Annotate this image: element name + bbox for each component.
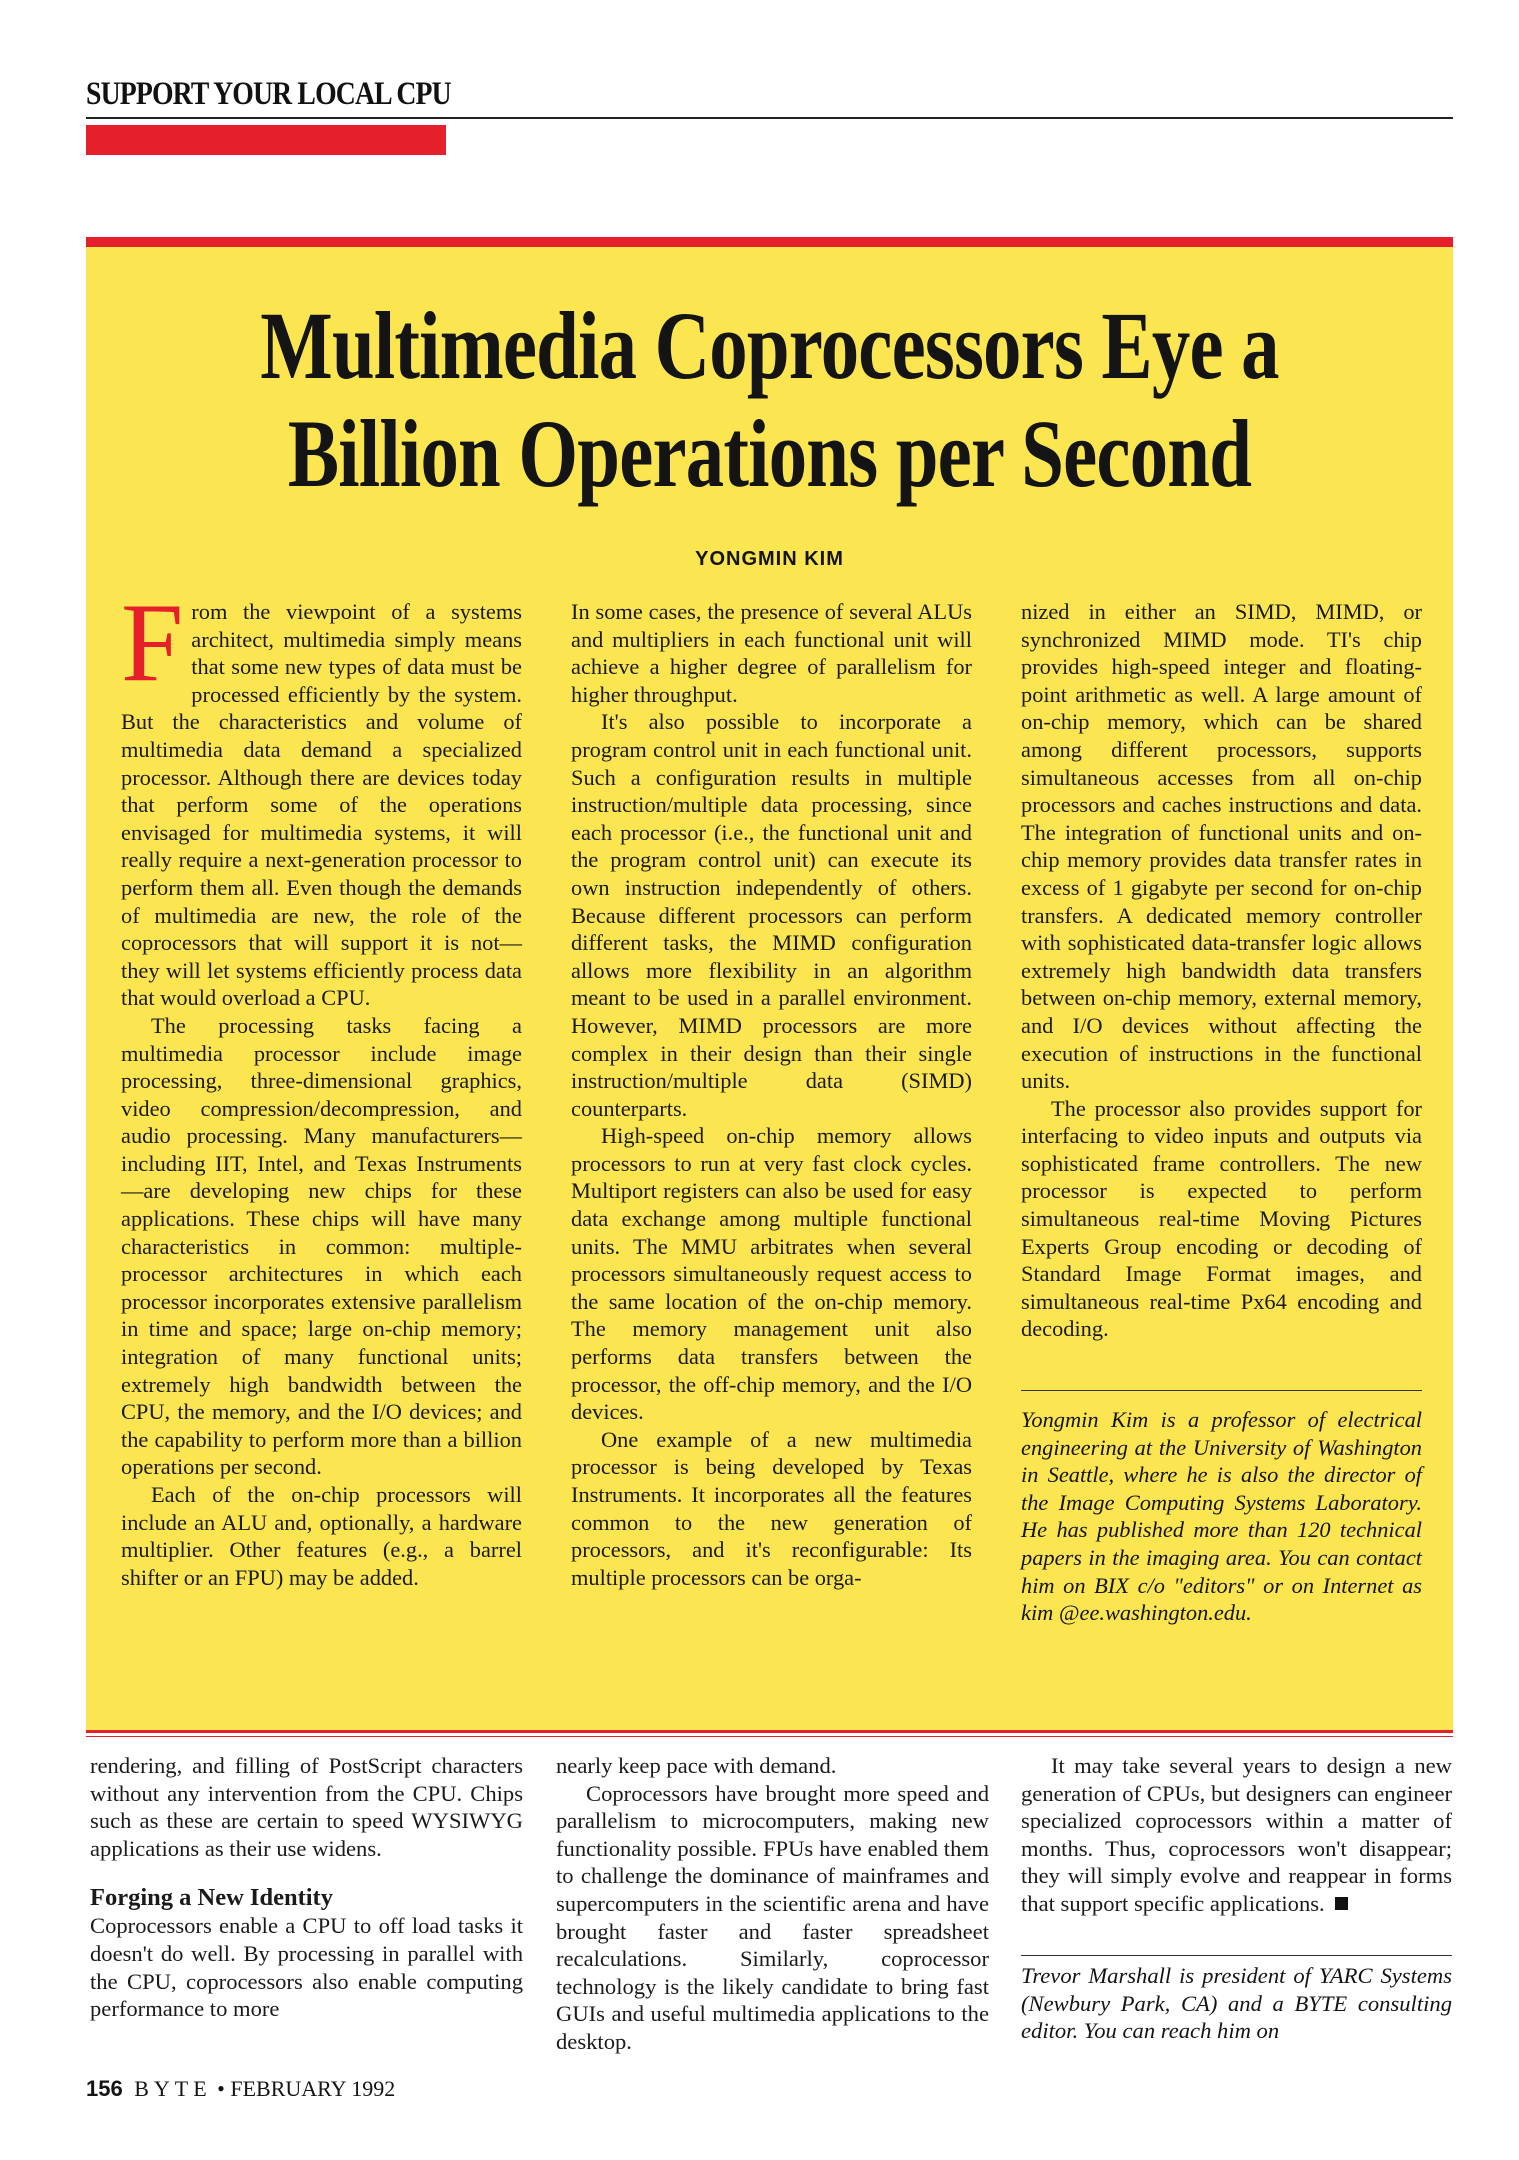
author-bio: Yongmin Kim is a professor of electrical engineering at the University of Washington in Seattle, where he is also the director of the Image Computing Systems Laboratory. He has published more than 120 technical papers in the imaging area. You can contact him on BIX c/o "editors" or on Internet as kim @ee.washington.edu. [1021, 1407, 1422, 1626]
paragraph: nized in either an SIMD, MIMD, or synchronized MIMD mode. TI's chip provides high-speed integer and floating-point arithmetic as well. A large amount of on-chip memory, which can be shared among different processors, supports simultaneous accesses from all on-chip processors and caches instructions and data. The integration of functional units and on-chip memory provides data transfer rates in excess of 1 gigabyte per second for on-chip transfers. A dedicated memory controller with sophisticated data-transfer logic allows extremely high bandwidth data transfers between on-chip memory, external memory, and I/O devices without affecting the execution of instructions in the functional units. [1021, 599, 1422, 1094]
paragraph: Coprocessors have brought more speed and parallelism to microcomputers, making new functionality possible. FPUs have enabled them to challenge the dominance of mainframes and supercomputers in the scientific arena and have brought faster and faster spreadsheet recalculations. Similarly, coprocessor technology is the likely candidate to bring fast GUIs and useful multimedia applications to the desktop. [556, 1780, 989, 2054]
byline: YONGMIN KIM [695, 548, 844, 570]
article-column-2 [556, 1752, 989, 2056]
paragraph: Coprocessors enable a CPU to off load tasks it doesn't do well. By processing in parallel with the CPU, coprocessors also enable computing performance to more [90, 1913, 523, 2022]
sidebar-bottom-rule-thin [86, 1736, 1453, 1737]
page-footer [86, 2076, 395, 2102]
paragraph: It may take several years to design a new generation of CPUs, but designers can engineer specialized coprocessors within a matter of months. Thus, coprocessors won't disappear; they will simply evolve and reappear in forms that support specific applications. [1021, 1753, 1452, 1916]
header-rule [86, 117, 1453, 119]
paragraph: nearly keep pace with demand. [556, 1753, 837, 1778]
paragraph: In some cases, the presence of several ALUs and multipliers in each functional unit will achieve a higher degree of parallelism for higher throughput. [571, 599, 972, 707]
sidebar-column-2 [571, 598, 972, 1591]
article-column-1 [90, 1752, 523, 2023]
bio-rule [1021, 1955, 1452, 1956]
magazine-name: BYTE [134, 2076, 212, 2101]
paragraph: High-speed on-chip memory allows processors to run at very fast clock cycles. Multiport registers can also be used for easy data exchange among multiple functional units. The MMU arbitrates when several processors simultaneously request access to the same location of the on-chip memory. The memory management unit also performs data transfers between the processor, the off-chip memory, and the I/O devices. [571, 1123, 972, 1425]
page-number: 156 [86, 2076, 123, 2101]
sidebar-headline [86, 292, 1453, 508]
bio-rule [1021, 1390, 1422, 1391]
section-title: SUPPORT YOUR LOCAL CPU [86, 76, 451, 112]
sidebar-bottom-rule [86, 1730, 1453, 1733]
end-mark-icon [1335, 1897, 1348, 1910]
paragraph: The processing tasks facing a multimedia processor include image processing, three-dimensional graphics, video compression/decompression, and audio processing. Many manufacturers—including IIT, Intel, and Texas Instruments—are developing new chips for these applications. These chips will have many characteristics in common: multiple-processor architectures in which each processor incorporates extensive parallelism in time and space; large on-chip memory; integration of many functional units; extremely high bandwidth between the CPU, the memory, and the I/O devices; and the capability to perform more than a billion operations per second. [121, 1012, 522, 1480]
paragraph: rendering, and filling of PostScript characters without any intervention from the CPU. Chips such as these are certain to speed WYSIWYG applications as their use widens. [90, 1753, 523, 1861]
header-accent-bar [86, 125, 446, 155]
author-bio: Trevor Marshall is president of YARC Systems (Newbury Park, CA) and a BYTE consulting editor. You can reach him on [1021, 1963, 1452, 2044]
issue-date: FEBRUARY 1992 [230, 2076, 396, 2101]
footer-separator: • [217, 2076, 225, 2101]
paragraph: From the viewpoint of a systems architect, multimedia simply means that some new types of data must be processed efficiently by the system. But the characteristics and volume of multimedia data demand a specialized processor. Although there are devices today that perform some of the operations envisaged for multimedia systems, it will really require a next-generation processor to perform them all. Even though the demands of multimedia are new, the role of the coprocessors that will support it is not—they will let systems efficiently process data that would overload a CPU. [121, 581, 522, 1011]
drop-cap: F [121, 581, 184, 705]
subheading: Forging a New Identity [90, 1884, 333, 1912]
sidebar-column-3 [1021, 598, 1422, 1343]
paragraph: It's also possible to incorporate a program control unit in each functional unit. Such a configuration results in multiple instruction/multiple data processing, since each processor (i.e., the functional unit and the program control unit) can execute its own instruction independently of others. Because different processors can perform different tasks, the MIMD configuration allows more flexibility in an algorithm meant to be used in a parallel environment. However, MIMD processors are more complex in their design than their single instruction/multiple data (SIMD) counterparts. [571, 709, 972, 1121]
sidebar-column-1 [121, 581, 522, 1591]
headline-line-1: Multimedia Coprocessors Eye a [260, 292, 1279, 399]
headline-line-2: Billion Operations per Second [287, 400, 1252, 507]
paragraph: One example of a new multimedia processor is being developed by Texas Instruments. It incorporates all the features common to the new generation of processors, and it's reconfigurable: Its multiple processors can be orga- [571, 1426, 972, 1590]
article-column-3 [1021, 1752, 1452, 1918]
paragraph: The processor also provides support for interfacing to video inputs and outputs via sophisticated frame controllers. The new processor is expected to perform simultaneous real-time Moving Pictures Experts Group encoding or decoding of Standard Image Format images, and simultaneous real-time Px64 encoding and decoding. [1021, 1095, 1422, 1342]
paragraph: Each of the on-chip processors will include an ALU and, optionally, a hardware multiplier. Other features (e.g., a barrel shifter or an FPU) may be added. [121, 1482, 522, 1590]
